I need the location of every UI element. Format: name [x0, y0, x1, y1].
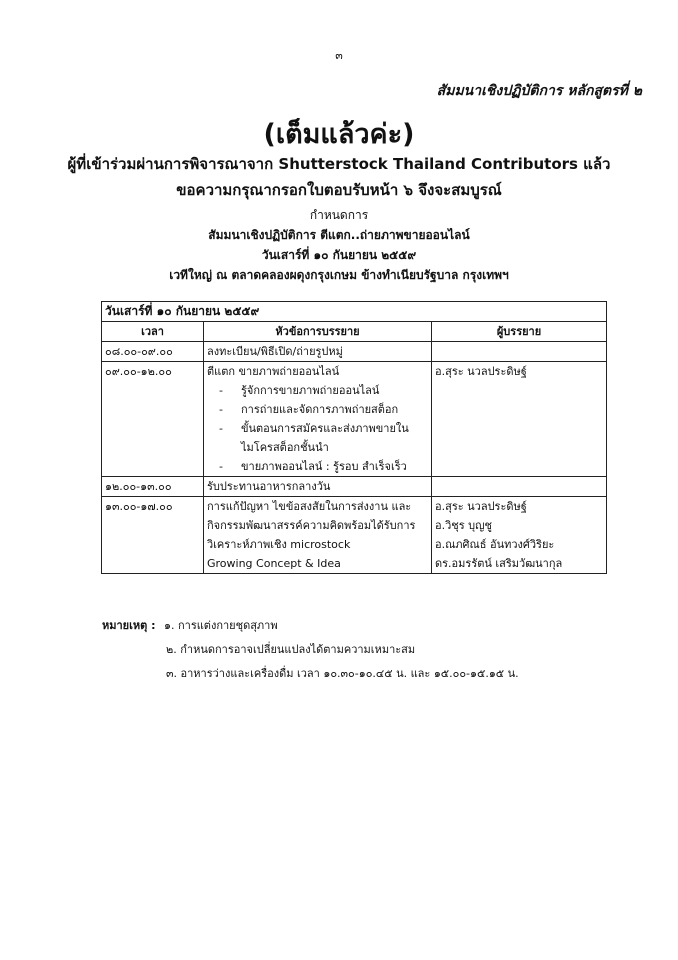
topic-line: การแก้ปัญหา ไขข้อสงสัยในการส่งงาน และ: [207, 500, 412, 513]
remark-item-1: ๑. การแต่งกายชุดสุภาพ: [164, 619, 278, 632]
speaker-name: อ.สุระ นวลประดิษฐ์: [435, 500, 527, 513]
speaker-name: อ.สุระ นวลประดิษฐ์: [435, 365, 527, 378]
speaker-name: อ.ณภศิณธ์ อันทวงศ์วิริยะ: [435, 538, 555, 551]
table-header-row: [102, 322, 607, 342]
schedule-table: [101, 301, 607, 574]
row-speaker: [432, 362, 607, 477]
table-date: วันเสาร์ที่ ๑๐ กันยายน ๒๕๕๙: [102, 302, 607, 322]
row-time: ๐๙.๐๐-๑๒.๐๐: [102, 362, 204, 477]
course-label: สัมมนาเชิงปฏิบัติการ หลักสูตรที่ ๒: [436, 83, 642, 99]
page-number: ๓: [335, 49, 343, 62]
full-title: (เต็มแล้วค่ะ): [263, 119, 415, 150]
event-date: วันเสาร์ที่ ๑๐ กันยายน ๒๕๕๙: [261, 248, 417, 262]
venue: เวทีใหญ่ ณ ตลาดคลองผดุงกรุงเกษม ข้างทำเนียบรัฐบาล กรุงเทพฯ: [169, 268, 509, 282]
list-item-continued: ไมโครสต็อกชั้นนำ: [241, 441, 329, 454]
table-row: [102, 477, 607, 497]
notice-line-1: ผู้ที่เข้าร่วมผ่านการพิจารณาจาก Shutterstock Thailand Contributors แล้ว: [67, 155, 611, 173]
row-time: ๑๓.๐๐-๑๗.๐๐: [102, 497, 204, 574]
speaker-name: อ.วิชุร บุญชู: [435, 519, 492, 532]
table-row: [102, 362, 607, 477]
row-topic: รับประทานอาหารกลางวัน: [204, 477, 432, 497]
row-topic: [204, 362, 432, 477]
topic-line: Growing Concept & Idea: [207, 557, 341, 570]
topic-line: กิจกรรมพัฒนาสรรค์ความคิดพร้อมได้รับการ: [207, 519, 416, 532]
list-item-text: ขั้นตอนการสมัครและส่งภาพขายใน: [241, 422, 409, 435]
row-time: ๑๒.๐๐-๑๓.๐๐: [102, 477, 204, 497]
row-speaker: [432, 497, 607, 574]
seminar-title: สัมมนาเชิงปฏิบัติการ ตีแตก..ถ่ายภาพขายออนไลน์: [208, 228, 470, 242]
topic-sublist: [207, 381, 428, 476]
header-time: เวลา: [102, 322, 204, 342]
remark-item-3: ๓. อาหารว่างและเครื่องดื่ม เวลา ๑๐.๓๐-๑๐.๔๕ น. และ ๑๕.๐๐-๑๕.๑๕ น.: [166, 667, 519, 680]
table-date-row: [102, 302, 607, 322]
remark-item-2: ๒. กำหนดการอาจเปลี่ยนแปลงได้ตามความเหมาะสม: [166, 643, 416, 656]
remarks-label: หมายเหตุ :: [102, 619, 156, 632]
notice-line-2: ขอความกรุณากรอกใบตอบรับหน้า ๖ จึงจะสมบูรณ์: [176, 181, 502, 199]
row-topic: [204, 497, 432, 574]
header-topic: หัวข้อการบรรยาย: [204, 322, 432, 342]
table-row: [102, 497, 607, 574]
list-item: - รู้จักการขายภาพถ่ายออนไลน์: [217, 381, 428, 400]
schedule-heading: กำหนดการ: [309, 208, 369, 222]
header-speaker: ผู้บรรยาย: [432, 322, 607, 342]
list-item: [217, 419, 428, 457]
row-time: ๐๘.๐๐-๐๙.๐๐: [102, 342, 204, 362]
topic-title: ตีแตก ขายภาพถ่ายออนไลน์: [207, 365, 340, 378]
row-topic: ลงทะเบียน/พิธีเปิด/ถ่ายรูปหมู่: [204, 342, 432, 362]
table-row: [102, 342, 607, 362]
speaker-name: ดร.อมรรัตน์ เสริมวัฒนากุล: [435, 557, 563, 570]
list-item: - การถ่ายและจัดการภาพถ่ายสต็อก: [217, 400, 428, 419]
topic-line: วิเคราะห์ภาพเชิง microstock: [207, 538, 351, 551]
list-item: - ขายภาพออนไลน์ : รู้รอบ สำเร็จเร็ว: [217, 457, 428, 476]
row-speaker: [432, 342, 607, 362]
row-speaker: [432, 477, 607, 497]
